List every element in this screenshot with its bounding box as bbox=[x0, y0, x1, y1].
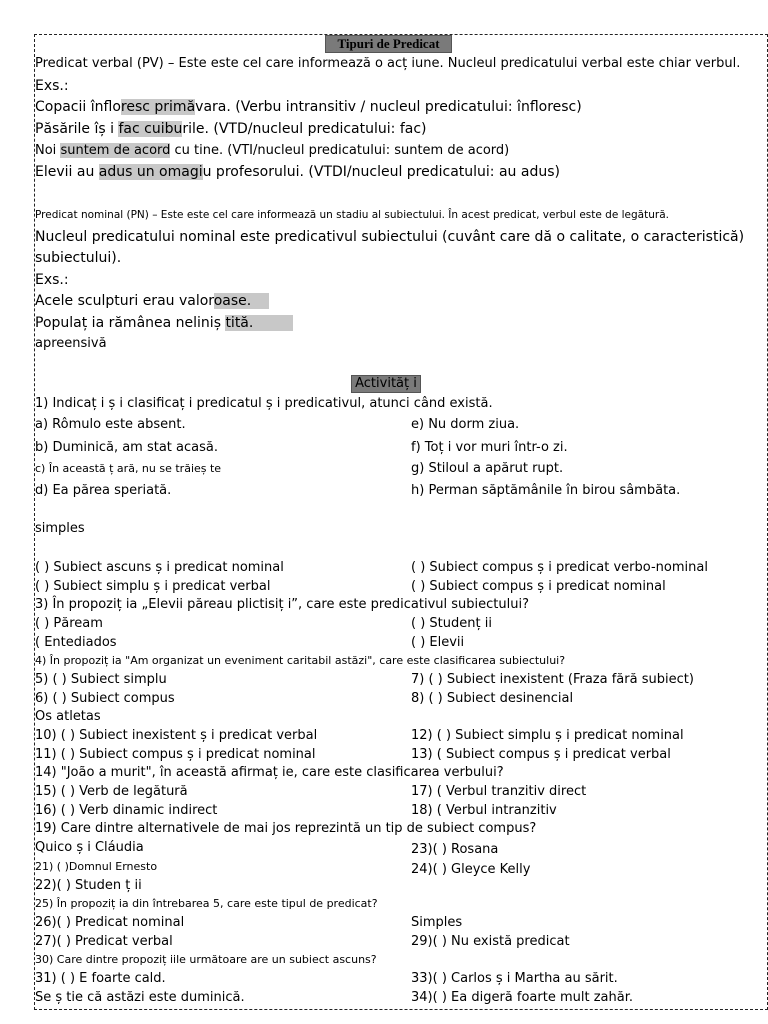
pn-nucleu-line-2: subiectului). bbox=[35, 250, 122, 266]
highlight: tită. bbox=[225, 315, 294, 331]
q25-option-27[interactable]: 27)( ) Predicat verbal bbox=[35, 934, 173, 949]
pv-exs-label: Exs.: bbox=[35, 78, 69, 94]
q30-option-34[interactable]: 34)( ) Ea digeră foarte mult zahăr. bbox=[411, 990, 633, 1005]
q3-text: 3) În propoziț ia „Elevii păreau plictisiț i”, care este predicativul subiectului? bbox=[35, 597, 529, 612]
highlight: adus un omagi bbox=[98, 164, 203, 180]
q9-option-13[interactable]: 13) ( Subiect compus ș i predicat verbal bbox=[411, 747, 671, 762]
q25-option-26[interactable]: 26)( ) Predicat nominal bbox=[35, 915, 185, 930]
q25-text: 25) În propoziț ia din întrebarea 5, care este tipul de predicat? bbox=[35, 897, 378, 910]
q1-d: d) Ea părea speriată. bbox=[35, 483, 172, 498]
q1-c: c) În această ț ară, nu se trăieș te bbox=[35, 462, 222, 475]
pn-example-3: apreensivă bbox=[35, 336, 107, 351]
pn-nucleu-line-1: Nucleul predicatului nominal este predicativul subiectului (cuvânt care dă o calitate, o caracteristică) bbox=[35, 229, 745, 245]
q3-option-1[interactable]: ( ) Păream bbox=[35, 616, 103, 631]
pn-definition: Predicat nominal (PN) – Este este cel care informează un stadiu al subiectului. În acest predicat, verbul este de legătură. bbox=[35, 209, 669, 221]
page-title: Tipuri de Predicat bbox=[325, 35, 452, 53]
q30-option-33[interactable]: 33)( ) Carlos ș i Martha au sărit. bbox=[411, 971, 618, 986]
highlight: resc primă bbox=[120, 99, 196, 115]
q30-text: 30) Care dintre propoziț iile următoare are un subiect ascuns? bbox=[35, 953, 377, 966]
q3-option-3[interactable]: ( Entediados bbox=[35, 635, 117, 650]
q9-option-11[interactable]: 11) ( ) Subiect compus ș i predicat nominal bbox=[35, 747, 316, 762]
highlight: oase. bbox=[213, 293, 270, 309]
q3-option-4[interactable]: ( ) Elevii bbox=[411, 635, 465, 650]
q1-h: h) Perman săptămânile în birou sâmbăta. bbox=[411, 483, 681, 498]
q1-f: f) Toț i vor muri într-o zi. bbox=[411, 440, 568, 455]
q1-g: g) Stiloul a apărut rupt. bbox=[411, 461, 564, 476]
q25-option-29[interactable]: 29)( ) Nu există predicat bbox=[411, 934, 570, 949]
q9-option-12[interactable]: 12) ( ) Subiect simplu ș i predicat nominal bbox=[411, 728, 684, 743]
q30-option-31[interactable]: 31) ( ) E foarte cald. bbox=[35, 971, 166, 986]
q2-option-2[interactable]: ( ) Subiect compus ș i predicat verbo-nominal bbox=[411, 560, 708, 575]
q19-option-22[interactable]: 22)( ) Studen ț ii bbox=[35, 878, 142, 893]
q25-option-28[interactable]: Simples bbox=[411, 915, 463, 930]
q14-option-15[interactable]: 15) ( ) Verb de legătură bbox=[35, 784, 188, 799]
q3-option-2[interactable]: ( ) Studenț ii bbox=[411, 616, 492, 631]
q19-option-23[interactable]: 23)( ) Rosana bbox=[411, 842, 499, 857]
q1-a: a) Rômulo este absent. bbox=[35, 417, 186, 432]
highlight: fac cuibu bbox=[118, 121, 183, 137]
q4-option-7[interactable]: 7) ( ) Subiect inexistent (Fraza fără subiect) bbox=[411, 672, 694, 687]
q9-option-10[interactable]: 10) ( ) Subiect inexistent ș i predicat verbal bbox=[35, 728, 318, 743]
worksheet-page bbox=[34, 34, 768, 1010]
q4-option-5[interactable]: 5) ( ) Subiect simplu bbox=[35, 672, 167, 687]
q2-option-4[interactable]: ( ) Subiect compus ș i predicat nominal bbox=[411, 579, 666, 594]
activities-heading: Activităț i bbox=[351, 375, 421, 393]
pv-example-2: Păsările îș i fac cuiburile. (VTD/nucleul predicatului: fac) bbox=[35, 121, 427, 137]
q1-text: 1) Indicaț i ș i clasificaț i predicatul ș i predicativul, atunci când există. bbox=[35, 396, 493, 411]
q4-text: 4) În propoziț ia "Am organizat un eveniment caritabil astăzi", care este clasificarea subiectului? bbox=[35, 654, 566, 667]
pv-example-4: Elevii au adus un omagiu profesorului. (VTDI/nucleul predicatului: au adus) bbox=[35, 164, 560, 180]
q19-option-20[interactable]: Quico ș i Cláudia bbox=[35, 840, 144, 855]
athletes-note: Os atletas bbox=[35, 709, 101, 724]
q30-option-32[interactable]: Se ș tie că astăzi este duminică. bbox=[35, 990, 245, 1005]
highlight: suntem de acord bbox=[60, 143, 171, 158]
q14-option-16[interactable]: 16) ( ) Verb dinamic indirect bbox=[35, 803, 218, 818]
q2-option-1[interactable]: ( ) Subiect ascuns ș i predicat nominal bbox=[35, 560, 284, 575]
q14-text: 14) "João a murit", în această afirmaț ie, care este clasificarea verbului? bbox=[35, 765, 504, 780]
q19-option-21[interactable]: 21) ( )Domnul Ernesto bbox=[35, 860, 158, 873]
q2-option-3[interactable]: ( ) Subiect simplu ș i predicat verbal bbox=[35, 579, 271, 594]
pv-example-1: Copacii înfloresc primăvara. (Verbu intransitiv / nucleul predicatului: înfloresc) bbox=[35, 99, 582, 115]
pv-example-3: Noi suntem de acord cu tine. (VTI/nucleul predicatului: suntem de acord) bbox=[35, 143, 510, 158]
q19-option-24[interactable]: 24)( ) Gleyce Kelly bbox=[411, 862, 531, 877]
q19-text: 19) Care dintre alternativele de mai jos reprezintă un tip de subiect compus? bbox=[35, 821, 537, 836]
q1-b: b) Duminică, am stat acasă. bbox=[35, 440, 218, 455]
q14-option-17[interactable]: 17) ( Verbul tranzitiv direct bbox=[411, 784, 587, 799]
q4-option-8[interactable]: 8) ( ) Subiect desinencial bbox=[411, 691, 574, 706]
q14-option-18[interactable]: 18) ( Verbul intranzitiv bbox=[411, 803, 557, 818]
q1-e: e) Nu dorm ziua. bbox=[411, 417, 520, 432]
q4-option-6[interactable]: 6) ( ) Subiect compus bbox=[35, 691, 175, 706]
simples-note: simples bbox=[35, 521, 85, 536]
pn-exs-label: Exs.: bbox=[35, 272, 69, 288]
pv-definition: Predicat verbal (PV) – Este este cel care informează o acț iune. Nucleul predicatului verbal este chiar verbul. bbox=[35, 56, 741, 71]
pn-example-2: Populaț ia rămânea neliniș tită. bbox=[35, 315, 294, 331]
pn-example-1: Acele sculpturi erau valoroase. bbox=[35, 293, 270, 309]
